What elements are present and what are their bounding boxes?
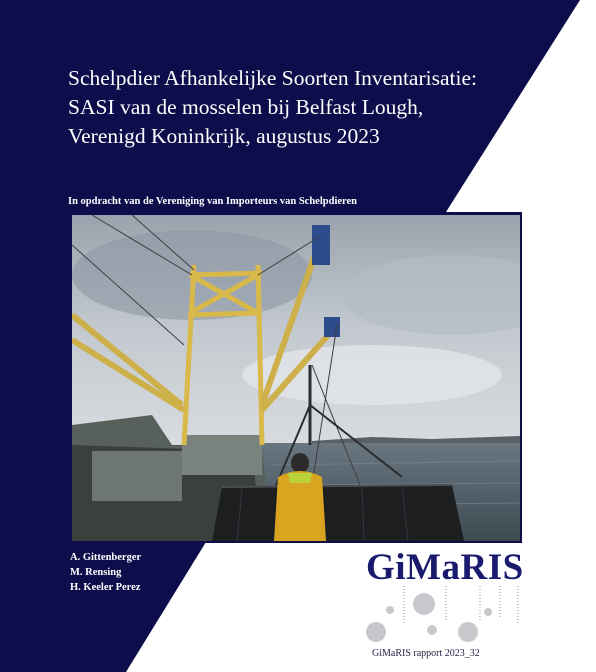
cover-photo-frame [70,213,522,543]
author-1: A. Gittenberger [70,552,142,563]
commissioned-by: In opdracht van de Vereniging van Importeurs van Schelpdieren [68,196,357,207]
authors [70,550,141,595]
cover-photo [72,215,520,541]
report-title [68,64,568,151]
author-2: M. Rensing [70,567,122,578]
title-line-2: SASI van de mosselen bij Belfast Lough, [68,95,424,119]
title-line-1: Schelpdier Afhankelijke Soorten Inventarisatie: [68,66,477,90]
author-3: H. Keeler Perez [70,582,141,593]
gimaris-logo: GiMaRIS [366,547,524,588]
report-number: GiMaRIS rapport 2023_32 [372,648,480,659]
logo-dots-icon [360,584,530,644]
title-line-3: Verenigd Koninkrijk, augustus 2023 [68,124,380,148]
